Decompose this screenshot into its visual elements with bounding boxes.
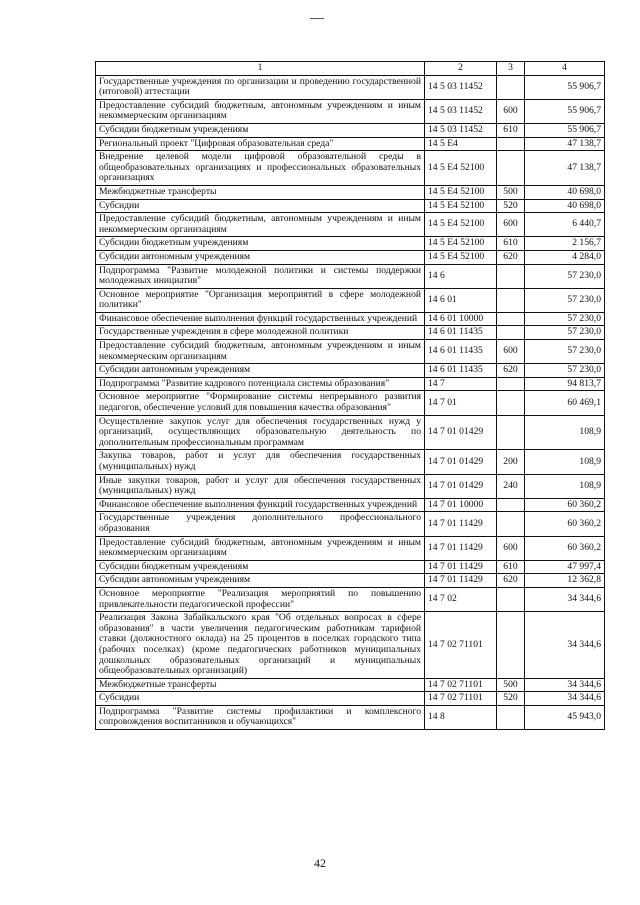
- table-row: [96, 498, 605, 512]
- row-expense-type-cell: 600: [497, 99, 525, 123]
- row-name-cell: Предоставление субсидий бюджетным, автономным учреждениям и иным некоммерческим организациям: [96, 99, 425, 123]
- table-row: [96, 288, 605, 312]
- row-amount-cell: 40 698,0: [525, 185, 605, 199]
- row-name-cell: Межбюджетные трансферты: [96, 185, 425, 199]
- row-name-cell: Основное мероприятие "Реализация мероприятий по повышению привлекательности педагогической профессии": [96, 587, 425, 611]
- table-row: [96, 560, 605, 574]
- row-code-cell: 14 7 02 71101: [425, 612, 497, 679]
- row-code-cell: 14 7 01 10000: [425, 498, 497, 512]
- row-expense-type-cell: [497, 264, 525, 288]
- row-code-cell: 14 7 01: [425, 391, 497, 415]
- row-code-cell: 14 5 E4: [425, 137, 497, 151]
- table-row: [96, 587, 605, 611]
- row-code-cell: 14 7 02 71101: [425, 678, 497, 692]
- table-row: [96, 312, 605, 326]
- row-code-cell: 14 7 01 01429: [425, 415, 497, 450]
- row-name-cell: Внедрение целевой модели цифровой образовательной среды в общеобразовательных организациях и профессиональных образовательных организациях: [96, 151, 425, 186]
- row-code-cell: 14 5 E4 52100: [425, 185, 497, 199]
- row-name-cell: Основное мероприятие "Организация мероприятий в сфере молодежной политики": [96, 288, 425, 312]
- table-row: [96, 340, 605, 364]
- row-code-cell: 14 6 01 11435: [425, 340, 497, 364]
- row-amount-cell: 45 943,0: [525, 705, 605, 729]
- row-amount-cell: 57 230,0: [525, 288, 605, 312]
- table-body: [96, 75, 605, 729]
- row-code-cell: 14 5 E4 52100: [425, 237, 497, 251]
- row-amount-cell: 55 906,7: [525, 123, 605, 137]
- row-amount-cell: 4 284,0: [525, 250, 605, 264]
- row-code-cell: 14 7 02 71101: [425, 692, 497, 706]
- row-amount-cell: 34 344,6: [525, 678, 605, 692]
- row-name-cell: Предоставление субсидий бюджетным, автономным учреждениям и иным некоммерческим организациям: [96, 536, 425, 560]
- row-code-cell: 14 8: [425, 705, 497, 729]
- row-amount-cell: 40 698,0: [525, 199, 605, 213]
- page-number: 42: [314, 856, 326, 870]
- row-name-cell: Подпрограмма "Развитие системы профилактики и комплексного сопровождения воспитанников и обучающихся": [96, 705, 425, 729]
- row-amount-cell: 108,9: [525, 450, 605, 474]
- row-expense-type-cell: 600: [497, 213, 525, 237]
- row-code-cell: 14 6: [425, 264, 497, 288]
- row-name-cell: Финансовое обеспечение выполнения функций государственных учреждений: [96, 498, 425, 512]
- table-row: [96, 364, 605, 378]
- table-row: [96, 250, 605, 264]
- row-amount-cell: 60 469,1: [525, 391, 605, 415]
- table-row: [96, 678, 605, 692]
- row-name-cell: Предоставление субсидий бюджетным, автономным учреждениям и иным некоммерческим организациям: [96, 213, 425, 237]
- table-row: [96, 264, 605, 288]
- row-expense-type-cell: [497, 391, 525, 415]
- table-row: [96, 450, 605, 474]
- row-expense-type-cell: 500: [497, 185, 525, 199]
- row-expense-type-cell: 620: [497, 364, 525, 378]
- table-row: [96, 512, 605, 536]
- row-name-cell: Финансовое обеспечение выполнения функций государственных учреждений: [96, 312, 425, 326]
- row-name-cell: Иные закупки товаров, работ и услуг для обеспечения государственных (муниципальных) нужд: [96, 474, 425, 498]
- row-expense-type-cell: [497, 151, 525, 186]
- row-expense-type-cell: 200: [497, 450, 525, 474]
- row-expense-type-cell: 620: [497, 574, 525, 588]
- row-name-cell: Субсидии автономным учреждениям: [96, 574, 425, 588]
- table-row: [96, 705, 605, 729]
- row-code-cell: 14 6 01: [425, 288, 497, 312]
- row-code-cell: 14 5 E4 52100: [425, 250, 497, 264]
- table-row: [96, 474, 605, 498]
- table-row: [96, 377, 605, 391]
- row-expense-type-cell: [497, 377, 525, 391]
- row-name-cell: Осуществление закупок услуг для обеспечения государственных нужд у организаций, осуществляющих образовательную деятельность по дополнительным профессиональным программам: [96, 415, 425, 450]
- row-amount-cell: 55 906,7: [525, 75, 605, 99]
- row-code-cell: 14 5 E4 52100: [425, 213, 497, 237]
- row-name-cell: Предоставление субсидий бюджетным, автономным учреждениям и иным некоммерческим организациям: [96, 340, 425, 364]
- row-name-cell: Основное мероприятие "Формирование системы непрерывного развития педагогов, обеспечение условий для повышения качества образования": [96, 391, 425, 415]
- row-expense-type-cell: 610: [497, 123, 525, 137]
- table-row: [96, 151, 605, 186]
- row-amount-cell: 57 230,0: [525, 312, 605, 326]
- row-expense-type-cell: [497, 415, 525, 450]
- row-expense-type-cell: [497, 705, 525, 729]
- row-amount-cell: 57 230,0: [525, 264, 605, 288]
- row-name-cell: Субсидии автономным учреждениям: [96, 250, 425, 264]
- row-expense-type-cell: 600: [497, 340, 525, 364]
- row-code-cell: 14 5 03 11452: [425, 99, 497, 123]
- budget-table: [95, 61, 605, 730]
- row-code-cell: 14 5 03 11452: [425, 75, 497, 99]
- row-amount-cell: 47 138,7: [525, 151, 605, 186]
- row-name-cell: Реализация Закона Забайкальского края "Об отдельных вопросах в сфере образования" в части увеличения педагогическим работникам тарифной ставки (должностного оклада) на 25 процентов в поселках городского типа (рабочих поселках) (кроме педагогических работников муниципальных дошкольных образовательных организаций и муниципальных общеобразовательных организаций): [96, 612, 425, 679]
- row-amount-cell: 47 138,7: [525, 137, 605, 151]
- row-code-cell: 14 7 01 11429: [425, 574, 497, 588]
- row-expense-type-cell: [497, 326, 525, 340]
- row-expense-type-cell: 600: [497, 536, 525, 560]
- row-name-cell: Государственные учреждения по организации и проведению государственной (итоговой) аттестации: [96, 75, 425, 99]
- header-dash: [310, 18, 324, 19]
- row-amount-cell: 108,9: [525, 415, 605, 450]
- row-expense-type-cell: [497, 498, 525, 512]
- row-amount-cell: 60 360,2: [525, 512, 605, 536]
- row-expense-type-cell: [497, 587, 525, 611]
- table-row: [96, 391, 605, 415]
- row-amount-cell: 94 813,7: [525, 377, 605, 391]
- row-code-cell: 14 6 01 11435: [425, 364, 497, 378]
- row-code-cell: 14 5 E4 52100: [425, 199, 497, 213]
- row-code-cell: 14 6 01 10000: [425, 312, 497, 326]
- column-header-2: 2: [425, 62, 497, 76]
- row-code-cell: 14 7: [425, 377, 497, 391]
- table-row: [96, 574, 605, 588]
- row-expense-type-cell: 520: [497, 692, 525, 706]
- row-expense-type-cell: 620: [497, 250, 525, 264]
- row-amount-cell: 6 440,7: [525, 213, 605, 237]
- row-expense-type-cell: 610: [497, 237, 525, 251]
- row-code-cell: 14 7 01 11429: [425, 560, 497, 574]
- row-expense-type-cell: [497, 512, 525, 536]
- column-header-1: 1: [96, 62, 425, 76]
- row-amount-cell: 34 344,6: [525, 612, 605, 679]
- column-header-3: 3: [497, 62, 525, 76]
- row-name-cell: Субсидии бюджетным учреждениям: [96, 560, 425, 574]
- row-name-cell: Государственные учреждения дополнительного профессионального образования: [96, 512, 425, 536]
- row-expense-type-cell: [497, 612, 525, 679]
- row-amount-cell: 47 997,4: [525, 560, 605, 574]
- row-code-cell: 14 5 E4 52100: [425, 151, 497, 186]
- row-name-cell: Государственные учреждения в сфере молодежной политики: [96, 326, 425, 340]
- row-amount-cell: 60 360,2: [525, 536, 605, 560]
- row-code-cell: 14 7 02: [425, 587, 497, 611]
- row-code-cell: 14 6 01 11435: [425, 326, 497, 340]
- table-row: [96, 415, 605, 450]
- row-name-cell: Закупка товаров, работ и услуг для обеспечения государственных (муниципальных) нужд: [96, 450, 425, 474]
- row-name-cell: Субсидии бюджетным учреждениям: [96, 123, 425, 137]
- row-amount-cell: 55 906,7: [525, 99, 605, 123]
- table-row: [96, 326, 605, 340]
- row-expense-type-cell: 500: [497, 678, 525, 692]
- row-expense-type-cell: 520: [497, 199, 525, 213]
- row-code-cell: 14 7 01 01429: [425, 450, 497, 474]
- row-expense-type-cell: 240: [497, 474, 525, 498]
- table-row: [96, 185, 605, 199]
- row-name-cell: Подпрограмма "Развитие кадрового потенциала системы образования": [96, 377, 425, 391]
- row-code-cell: 14 7 01 01429: [425, 474, 497, 498]
- table-row: [96, 137, 605, 151]
- column-header-4: 4: [525, 62, 605, 76]
- row-name-cell: Региональный проект "Цифровая образовательная среда": [96, 137, 425, 151]
- row-expense-type-cell: [497, 312, 525, 326]
- table-row: [96, 75, 605, 99]
- row-code-cell: 14 7 01 11429: [425, 536, 497, 560]
- row-name-cell: Субсидии автономным учреждениям: [96, 364, 425, 378]
- row-expense-type-cell: [497, 137, 525, 151]
- row-name-cell: Субсидии бюджетным учреждениям: [96, 237, 425, 251]
- row-amount-cell: 34 344,6: [525, 587, 605, 611]
- row-expense-type-cell: [497, 75, 525, 99]
- row-amount-cell: 57 230,0: [525, 326, 605, 340]
- table-row: [96, 199, 605, 213]
- row-name-cell: Подпрограмма "Развитие молодежной политики и системы поддержки молодежных инициатив": [96, 264, 425, 288]
- row-amount-cell: 57 230,0: [525, 364, 605, 378]
- row-amount-cell: 57 230,0: [525, 340, 605, 364]
- row-amount-cell: 12 362,8: [525, 574, 605, 588]
- row-amount-cell: 2 156,7: [525, 237, 605, 251]
- row-expense-type-cell: [497, 288, 525, 312]
- row-code-cell: 14 7 01 11429: [425, 512, 497, 536]
- table-row: [96, 213, 605, 237]
- table-row: [96, 99, 605, 123]
- table-row: [96, 612, 605, 679]
- row-name-cell: Субсидии: [96, 692, 425, 706]
- row-amount-cell: 108,9: [525, 474, 605, 498]
- row-amount-cell: 60 360,2: [525, 498, 605, 512]
- row-code-cell: 14 5 03 11452: [425, 123, 497, 137]
- row-expense-type-cell: 610: [497, 560, 525, 574]
- table-row: [96, 692, 605, 706]
- header-row: [96, 62, 605, 76]
- table-row: [96, 237, 605, 251]
- table-row: [96, 123, 605, 137]
- row-name-cell: Субсидии: [96, 199, 425, 213]
- table-row: [96, 536, 605, 560]
- row-amount-cell: 34 344,6: [525, 692, 605, 706]
- row-name-cell: Межбюджетные трансферты: [96, 678, 425, 692]
